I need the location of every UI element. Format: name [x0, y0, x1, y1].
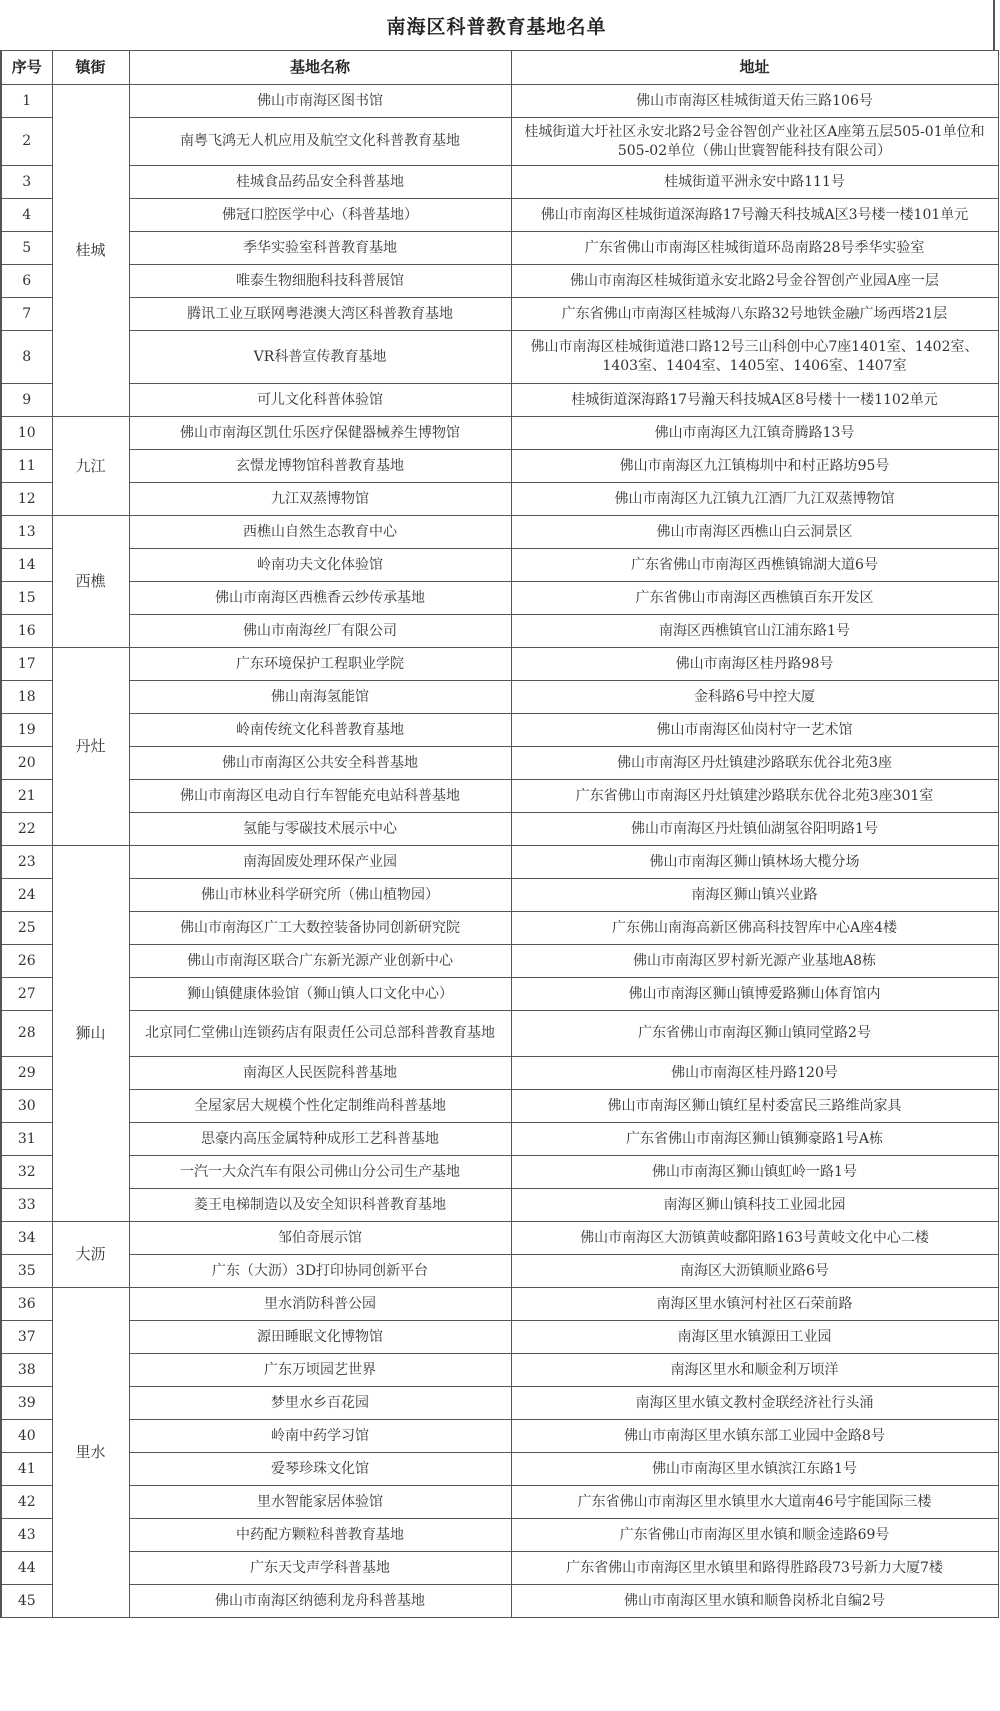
town-cell: 里水: [52, 1288, 129, 1618]
science-base-table: [0, 50, 999, 1618]
base-name-cell: 全屋家居大规模个性化定制维尚科普基地: [129, 1090, 511, 1123]
table-row: [1, 1123, 998, 1156]
base-name-cell: 广东（大沥）3D打印协同创新平台: [129, 1255, 511, 1288]
table-row: [1, 1387, 998, 1420]
base-name-cell: 一汽一大众汽车有限公司佛山分公司生产基地: [129, 1156, 511, 1189]
table-row: [1, 1255, 998, 1288]
address-cell: 佛山市南海区狮山镇红星村委富民三路维尚家具: [511, 1090, 998, 1123]
address-cell: 南海区里水镇河村社区石荣前路: [511, 1288, 998, 1321]
base-name-cell: 佛山市南海丝厂有限公司: [129, 615, 511, 648]
row-number: 36: [1, 1288, 52, 1321]
column-header-town: 镇街: [52, 51, 129, 85]
address-cell: 桂城街道大圩社区永安北路2号金谷智创产业社区A座第五层505-01单位和505-02单位（佛山世寰智能科技有限公司）: [511, 118, 998, 166]
base-name-cell: 季华实验室科普教育基地: [129, 232, 511, 265]
row-number: 2: [1, 118, 52, 166]
row-number: 19: [1, 714, 52, 747]
base-name-cell: 广东天戈声学科普基地: [129, 1552, 511, 1585]
address-cell: 佛山市南海区里水镇和顺鲁岗桥北自编2号: [511, 1585, 998, 1618]
table-row: [1, 199, 998, 232]
row-number: 6: [1, 265, 52, 298]
table-row: [1, 1189, 998, 1222]
base-name-cell: 狮山镇健康体验馆（狮山镇人口文化中心）: [129, 978, 511, 1011]
row-number: 1: [1, 85, 52, 118]
row-number: 43: [1, 1519, 52, 1552]
base-name-cell: 邹伯奇展示馆: [129, 1222, 511, 1255]
base-name-cell: 梦里水乡百花园: [129, 1387, 511, 1420]
table-row: [1, 1222, 998, 1255]
row-number: 25: [1, 912, 52, 945]
address-cell: 广东省佛山市南海区狮山镇同堂路2号: [511, 1011, 998, 1057]
table-row: [1, 166, 998, 199]
address-cell: 佛山市南海区桂城街道天佑三路106号: [511, 85, 998, 118]
address-cell: 南海区里水镇文教村金联经济社行头涌: [511, 1387, 998, 1420]
row-number: 30: [1, 1090, 52, 1123]
table-row: [1, 1552, 998, 1585]
base-name-cell: 源田睡眠文化博物馆: [129, 1321, 511, 1354]
table-row: [1, 747, 998, 780]
base-name-cell: 佛山市南海区联合广东新光源产业创新中心: [129, 945, 511, 978]
row-number: 12: [1, 483, 52, 516]
address-cell: 佛山市南海区狮山镇博爱路狮山体育馆内: [511, 978, 998, 1011]
row-number: 10: [1, 417, 52, 450]
address-cell: 广东省佛山市南海区西樵镇锦湖大道6号: [511, 549, 998, 582]
town-cell: 九江: [52, 417, 129, 516]
row-number: 7: [1, 298, 52, 331]
row-number: 45: [1, 1585, 52, 1618]
base-name-cell: 思豪内高压金属特种成形工艺科普基地: [129, 1123, 511, 1156]
row-number: 5: [1, 232, 52, 265]
table-row: [1, 1057, 998, 1090]
base-name-cell: 九江双蒸博物馆: [129, 483, 511, 516]
address-cell: 广东省佛山市南海区里水镇里和路得胜路段73号新力大厦7楼: [511, 1552, 998, 1585]
row-number: 8: [1, 331, 52, 384]
table-row: [1, 1486, 998, 1519]
row-number: 42: [1, 1486, 52, 1519]
column-header-no: 序号: [1, 51, 52, 85]
row-number: 4: [1, 199, 52, 232]
table-row: [1, 384, 998, 417]
base-name-cell: 里水消防科普公园: [129, 1288, 511, 1321]
table-row: [1, 1519, 998, 1552]
table-row: [1, 298, 998, 331]
base-name-cell: VR科普宣传教育基地: [129, 331, 511, 384]
row-number: 41: [1, 1453, 52, 1486]
base-name-cell: 氢能与零碳技术展示中心: [129, 813, 511, 846]
table-row: [1, 1453, 998, 1486]
table-row: [1, 85, 998, 118]
table-row: [1, 879, 998, 912]
base-name-cell: 佛山市南海区图书馆: [129, 85, 511, 118]
row-number: 37: [1, 1321, 52, 1354]
column-header-name: 基地名称: [129, 51, 511, 85]
row-number: 34: [1, 1222, 52, 1255]
table-row: [1, 483, 998, 516]
base-name-cell: 岭南中药学习馆: [129, 1420, 511, 1453]
row-number: 28: [1, 1011, 52, 1057]
address-cell: 佛山市南海区桂城街道永安北路2号金谷智创产业园A座一层: [511, 265, 998, 298]
table-row: [1, 1011, 998, 1057]
base-name-cell: 岭南传统文化科普教育基地: [129, 714, 511, 747]
base-name-cell: 菱王电梯制造以及安全知识科普教育基地: [129, 1189, 511, 1222]
address-cell: 广东省佛山市南海区桂城街道环岛南路28号季华实验室: [511, 232, 998, 265]
page-title: 南海区科普教育基地名单: [0, 0, 995, 50]
row-number: 24: [1, 879, 52, 912]
table-row: [1, 232, 998, 265]
row-number: 13: [1, 516, 52, 549]
row-number: 35: [1, 1255, 52, 1288]
address-cell: 南海区狮山镇兴业路: [511, 879, 998, 912]
base-name-cell: 唯泰生物细胞科技科普展馆: [129, 265, 511, 298]
base-name-cell: 佛山市南海区纳德利龙舟科普基地: [129, 1585, 511, 1618]
table-row: [1, 1156, 998, 1189]
row-number: 11: [1, 450, 52, 483]
address-cell: 广东省佛山市南海区里水镇和顺金逵路69号: [511, 1519, 998, 1552]
table-row: [1, 846, 998, 879]
address-cell: 桂城街道深海路17号瀚天科技城A区8号楼十一楼1102单元: [511, 384, 998, 417]
address-cell: 南海区西樵镇官山江浦东路1号: [511, 615, 998, 648]
base-name-cell: 南海固废处理环保产业园: [129, 846, 511, 879]
table-row: [1, 582, 998, 615]
address-cell: 桂城街道平洲永安中路111号: [511, 166, 998, 199]
row-number: 9: [1, 384, 52, 417]
table-row: [1, 1090, 998, 1123]
address-cell: 广东佛山南海高新区佛高科技智库中心A座4楼: [511, 912, 998, 945]
row-number: 29: [1, 1057, 52, 1090]
row-number: 40: [1, 1420, 52, 1453]
address-cell: 佛山市南海区罗村新光源产业基地A8栋: [511, 945, 998, 978]
table-row: [1, 912, 998, 945]
base-name-cell: 南海区人民医院科普基地: [129, 1057, 511, 1090]
town-cell: 西樵: [52, 516, 129, 648]
table-row: [1, 1354, 998, 1387]
address-cell: 佛山市南海区桂丹路98号: [511, 648, 998, 681]
row-number: 17: [1, 648, 52, 681]
base-name-cell: 中药配方颗粒科普教育基地: [129, 1519, 511, 1552]
address-cell: 广东省佛山市南海区西樵镇百东开发区: [511, 582, 998, 615]
base-name-cell: 佛山市南海区西樵香云纱传承基地: [129, 582, 511, 615]
base-name-cell: 广东万顷园艺世界: [129, 1354, 511, 1387]
address-cell: 佛山市南海区桂丹路120号: [511, 1057, 998, 1090]
table-row: [1, 265, 998, 298]
address-cell: 佛山市南海区里水镇东部工业园中金路8号: [511, 1420, 998, 1453]
table-row: [1, 417, 998, 450]
base-name-cell: 广东环境保护工程职业学院: [129, 648, 511, 681]
table-row: [1, 780, 998, 813]
column-header-address: 地址: [511, 51, 998, 85]
address-cell: 金科路6号中控大厦: [511, 681, 998, 714]
base-name-cell: 西樵山自然生态教育中心: [129, 516, 511, 549]
base-name-cell: 佛山南海氢能馆: [129, 681, 511, 714]
row-number: 16: [1, 615, 52, 648]
table-row: [1, 1585, 998, 1618]
address-cell: 南海区狮山镇科技工业园北园: [511, 1189, 998, 1222]
table-row: [1, 615, 998, 648]
base-name-cell: 北京同仁堂佛山连锁药店有限责任公司总部科普教育基地: [129, 1011, 511, 1057]
address-cell: 广东省佛山市南海区桂城海八东路32号地铁金融广场西塔21层: [511, 298, 998, 331]
base-name-cell: 岭南功夫文化体验馆: [129, 549, 511, 582]
table-row: [1, 681, 998, 714]
row-number: 31: [1, 1123, 52, 1156]
row-number: 33: [1, 1189, 52, 1222]
address-cell: 南海区大沥镇顺业路6号: [511, 1255, 998, 1288]
table-row: [1, 978, 998, 1011]
row-number: 15: [1, 582, 52, 615]
base-name-cell: 腾讯工业互联网粤港澳大湾区科普教育基地: [129, 298, 511, 331]
row-number: 44: [1, 1552, 52, 1585]
address-cell: 南海区里水镇源田工业园: [511, 1321, 998, 1354]
row-number: 18: [1, 681, 52, 714]
base-name-cell: 南粤飞鸿无人机应用及航空文化科普教育基地: [129, 118, 511, 166]
table-header-row: [1, 51, 998, 85]
address-cell: 广东省佛山市南海区里水镇里水大道南46号宇能国际三楼: [511, 1486, 998, 1519]
row-number: 14: [1, 549, 52, 582]
table-row: [1, 714, 998, 747]
base-name-cell: 玄憬龙博物馆科普教育基地: [129, 450, 511, 483]
row-number: 20: [1, 747, 52, 780]
address-cell: 佛山市南海区九江镇九江酒厂九江双蒸博物馆: [511, 483, 998, 516]
table-row: [1, 118, 998, 166]
base-name-cell: 里水智能家居体验馆: [129, 1486, 511, 1519]
row-number: 22: [1, 813, 52, 846]
base-name-cell: 佛山市南海区广工大数控装备协同创新研究院: [129, 912, 511, 945]
address-cell: 佛山市南海区九江镇奇腾路13号: [511, 417, 998, 450]
row-number: 23: [1, 846, 52, 879]
address-cell: 南海区里水和顺金利万顷洋: [511, 1354, 998, 1387]
base-name-cell: 佛山市南海区电动自行车智能充电站科普基地: [129, 780, 511, 813]
row-number: 38: [1, 1354, 52, 1387]
address-cell: 佛山市南海区丹灶镇仙湖氢谷阳明路1号: [511, 813, 998, 846]
address-cell: 佛山市南海区大沥镇黄岐鄱阳路163号黄岐文化中心二楼: [511, 1222, 998, 1255]
town-cell: 大沥: [52, 1222, 129, 1288]
address-cell: 广东省佛山市南海区狮山镇狮豪路1号A栋: [511, 1123, 998, 1156]
town-cell: 桂城: [52, 85, 129, 417]
base-name-cell: 桂城食品药品安全科普基地: [129, 166, 511, 199]
row-number: 26: [1, 945, 52, 978]
row-number: 27: [1, 978, 52, 1011]
address-cell: 佛山市南海区里水镇滨江东路1号: [511, 1453, 998, 1486]
base-name-cell: 佛山市林业科学研究所（佛山植物园）: [129, 879, 511, 912]
row-number: 21: [1, 780, 52, 813]
table-row: [1, 516, 998, 549]
address-cell: 佛山市南海区丹灶镇建沙路联东优谷北苑3座: [511, 747, 998, 780]
table-row: [1, 450, 998, 483]
base-name-cell: 可儿文化科普体验馆: [129, 384, 511, 417]
address-cell: 佛山市南海区九江镇梅圳中和村正路坊95号: [511, 450, 998, 483]
address-cell: 佛山市南海区仙岗村守一艺术馆: [511, 714, 998, 747]
table-row: [1, 331, 998, 384]
row-number: 39: [1, 1387, 52, 1420]
row-number: 3: [1, 166, 52, 199]
table-row: [1, 1321, 998, 1354]
address-cell: 佛山市南海区桂城街道深海路17号瀚天科技城A区3号楼一楼101单元: [511, 199, 998, 232]
table-row: [1, 813, 998, 846]
table-row: [1, 549, 998, 582]
row-number: 32: [1, 1156, 52, 1189]
base-name-cell: 佛山市南海区凯仕乐医疗保健器械养生博物馆: [129, 417, 511, 450]
table-row: [1, 945, 998, 978]
table-row: [1, 1288, 998, 1321]
town-cell: 狮山: [52, 846, 129, 1222]
base-name-cell: 佛冠口腔医学中心（科普基地）: [129, 199, 511, 232]
base-name-cell: 佛山市南海区公共安全科普基地: [129, 747, 511, 780]
address-cell: 佛山市南海区狮山镇虹岭一路1号: [511, 1156, 998, 1189]
address-cell: 佛山市南海区西樵山白云洞景区: [511, 516, 998, 549]
address-cell: 广东省佛山市南海区丹灶镇建沙路联东优谷北苑3座301室: [511, 780, 998, 813]
table-row: [1, 648, 998, 681]
base-name-cell: 爱琴珍珠文化馆: [129, 1453, 511, 1486]
table-row: [1, 1420, 998, 1453]
address-cell: 佛山市南海区桂城街道港口路12号三山科创中心7座1401室、1402室、1403室、1404室、1405室、1406室、1407室: [511, 331, 998, 384]
address-cell: 佛山市南海区狮山镇林场大榄分场: [511, 846, 998, 879]
town-cell: 丹灶: [52, 648, 129, 846]
